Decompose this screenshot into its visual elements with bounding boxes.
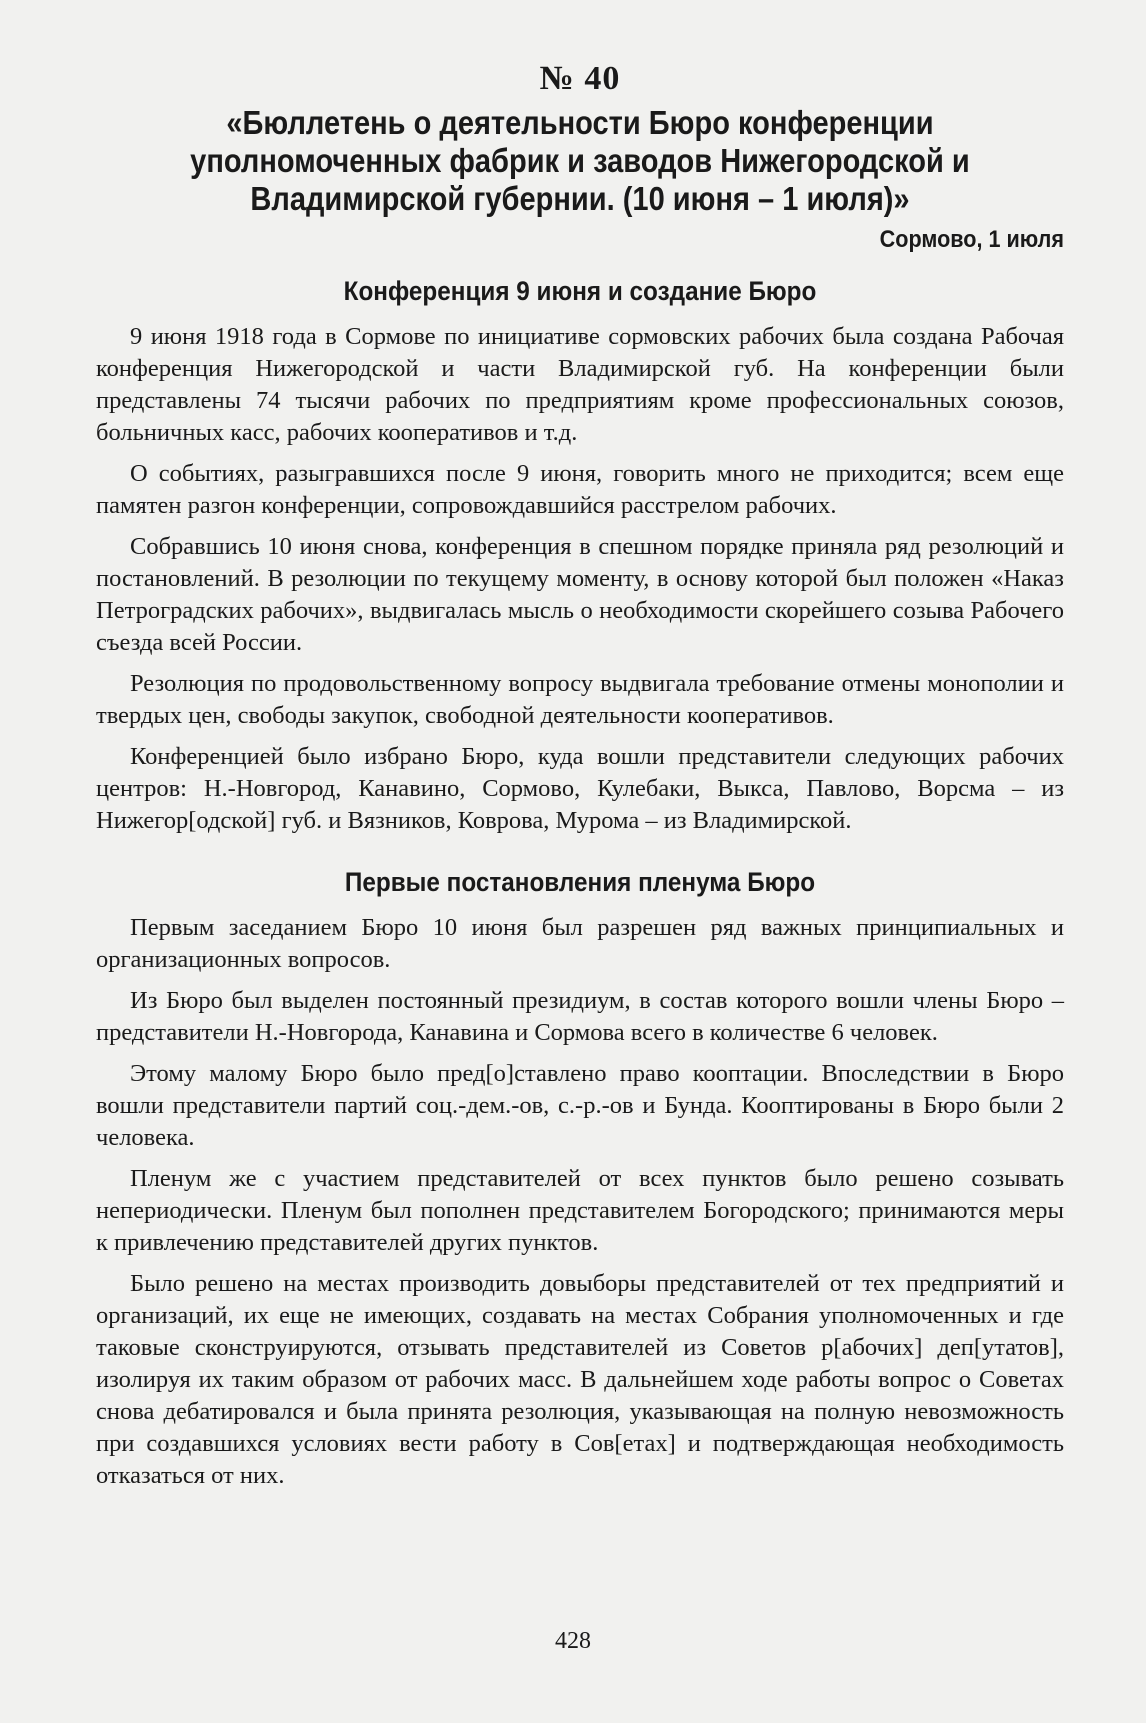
paragraph: Первым заседанием Бюро 10 июня был разрешен ряд важных принципиальных и организационных вопросов. [96, 914, 1064, 973]
place-date: Сормово, 1 июля [879, 226, 1064, 253]
paragraph: 9 июня 1918 года в Сормове по инициативе сормовских рабочих была создана Рабочая конференция Нижегородской и части Владимирской губ. На конференции были представлены 74 тысячи рабочих по предприятиям кроме профессиональных союзов, больничных касс, рабочих кооперативов и т.д. [96, 323, 1064, 446]
paragraph: Этому малому Бюро было пред[о]ставлено право кооптации. Впоследствии в Бюро вошли представители партий соц.-дем.-ов, с.-р.-ов и Бунда. Кооптированы в Бюро были 2 человека. [96, 1060, 1064, 1151]
paragraph: О событиях, разыгравшихся после 9 июня, говорить много не приходится; всем еще памятен разгон конференции, сопровождавшийся расстрелом рабочих. [96, 460, 1064, 519]
document-number: № 40 [539, 60, 621, 97]
paragraph: Резолюция по продовольственному вопросу выдвигала требование отмены монополии и твердых цен, свободы закупок, свободной деятельности кооперативов. [96, 670, 1064, 729]
paragraph: Из Бюро был выделен постоянный президиум, в состав которого вошли члены Бюро – представители Н.-Новгорода, Канавина и Сормова всего в количестве 6 человек. [96, 987, 1064, 1046]
paragraph: Собравшись 10 июня снова, конференция в спешном порядке приняла ряд резолюций и постановлений. В резолюции по текущему моменту, в основу которой был положен «Наказ Петроградских рабочих», выдвигалась мысль о необходимости скорейшего созыва Рабочего съезда всей России. [96, 533, 1064, 656]
page-content [96, 60, 1064, 1501]
section-heading-plenum: Первые постановления пленума Бюро [344, 867, 816, 897]
paragraph: Было решено на местах производить довыборы представителей от тех предприятий и организаций, их еще не имеющих, создавать на местах Собрания уполномоченных и где таковые сконструируются, отзывать представителей из Советов р[абочих] деп[утатов], изолируя их таким образом от рабочих масс. В дальнейшем ходе работы вопрос о Советах снова дебатировался и была принята резолюция, указывающая на полную невозможность при создавшихся условиях вести работу в Сов[етах] и подтверждающая необходимость отказаться от них. [96, 1270, 1064, 1489]
document-title: «Бюллетень о деятельности Бюро конференции уполномоченных фабрик и заводов Нижегородской и Владимирской губернии. (10 июня – 1 июля)» [190, 104, 970, 217]
page-number: 428 [555, 1628, 591, 1654]
section-heading-conference: Конференция 9 июня и создание Бюро [343, 276, 817, 306]
paragraph: Конференцией было избрано Бюро, куда вошли представители следующих рабочих центров: Н.-Новгород, Канавино, Сормово, Кулебаки, Выкса, Павлово, Ворсма – из Нижегор[одской] губ. и Вязников, Коврова, Мурома – из Владимирской. [96, 743, 1064, 834]
paragraph: Пленум же с участием представителей от всех пунктов было решено созывать непериодически. Пленум был пополнен представителем Богородского; принимаются меры к привлечению представителей других пунктов. [96, 1165, 1064, 1256]
